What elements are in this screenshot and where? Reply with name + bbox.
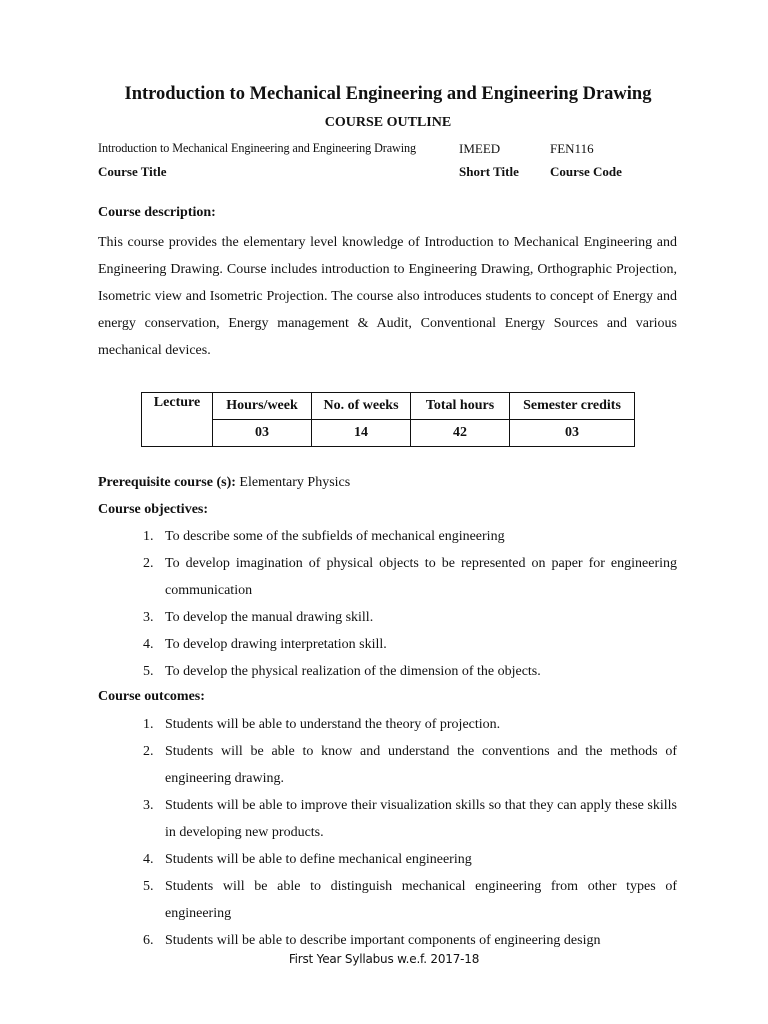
list-number: 3.: [143, 610, 154, 625]
list-item-text: To develop the manual drawing skill.: [165, 610, 374, 625]
list-item-text: Students will be able to define mechanical engineering: [165, 852, 472, 867]
list-item-text: To develop the physical realization of the dimension of the objects.: [165, 664, 541, 679]
list-number: 3.: [143, 798, 154, 813]
list-number: 5.: [143, 879, 154, 894]
short-title-label: Short Title: [459, 164, 519, 179]
course-outcomes-heading: Course outcomes:: [98, 689, 205, 704]
hours-table: [141, 392, 635, 447]
list-item: [98, 523, 677, 550]
prerequisite-line: [98, 475, 350, 491]
course-description-text: This course provides the elementary level knowledge of Introduction to Mechanical Engineering and Engineering Drawing. Course includes introduction to Engineering Drawing, Orthographic Projection, Isometric view and Isometric Projection. The course also introduces students to concept of Energy and energy conservation, Energy management & Audit, Conventional Energy Sources and various mechanical devices.: [98, 235, 677, 358]
value-semester-credits: 03: [510, 420, 635, 447]
course-code-label: Course Code: [550, 164, 622, 179]
list-item-text: Students will be able to describe important components of engineering design: [165, 933, 601, 948]
list-item: [98, 846, 677, 873]
list-number: 6.: [143, 933, 154, 948]
header-hours-week: Hours/week: [213, 393, 312, 420]
lecture-cell: Lecture: [142, 393, 213, 447]
course-title-value: Introduction to Mechanical Engineering and Engineering Drawing: [98, 141, 417, 155]
course-description-heading: Course description:: [98, 205, 216, 220]
outcomes-list: [98, 711, 677, 954]
list-item-text: To develop imagination of physical objects to be represented on paper for engineering communication: [165, 556, 677, 598]
course-code-value: FEN116: [550, 141, 594, 156]
list-item-text: Students will be able to improve their visualization skills so that they can apply these skills in developing new products.: [165, 798, 677, 840]
list-number: 2.: [143, 744, 154, 759]
course-outline-heading: COURSE OUTLINE: [324, 115, 452, 130]
list-number: 4.: [143, 852, 154, 867]
list-item-text: To describe some of the subfields of mechanical engineering: [165, 529, 505, 544]
course-info-labels: [98, 164, 678, 182]
list-item: [98, 792, 677, 846]
objectives-list: [98, 523, 677, 685]
short-title-value: IMEED: [459, 141, 501, 156]
list-number: 1.: [143, 717, 154, 732]
prerequisite-label: Prerequisite course (s):: [98, 475, 236, 490]
list-item: [98, 738, 677, 792]
value-no-of-weeks: 14: [312, 420, 411, 447]
course-title-label: Course Title: [98, 164, 167, 179]
prerequisite-value: Elementary Physics: [235, 475, 351, 490]
course-objectives-heading: Course objectives:: [98, 502, 209, 517]
list-number: 4.: [143, 637, 154, 652]
course-info-values: [98, 141, 678, 159]
list-item: [98, 873, 677, 927]
list-item-text: Students will be able to know and understand the conventions and the methods of engineering drawing.: [165, 744, 677, 786]
list-number: 5.: [143, 664, 154, 679]
value-total-hours: 42: [411, 420, 510, 447]
list-item: [98, 927, 677, 954]
list-item-text: Students will be able to understand the theory of projection.: [165, 717, 501, 732]
list-number: 1.: [143, 529, 154, 544]
hours-table-value-row: [142, 420, 635, 447]
document-title: Introduction to Mechanical Engineering and Engineering Drawing: [124, 84, 652, 104]
header-semester-credits: Semester credits: [510, 393, 635, 420]
hours-table-header-row: [142, 393, 635, 420]
list-number: 2.: [143, 556, 154, 571]
list-item: [98, 711, 677, 738]
list-item: [98, 658, 677, 685]
header-total-hours: Total hours: [411, 393, 510, 420]
header-no-of-weeks: No. of weeks: [312, 393, 411, 420]
list-item: [98, 550, 677, 604]
list-item-text: To develop drawing interpretation skill.: [165, 637, 387, 652]
value-hours-week: 03: [213, 420, 312, 447]
list-item: [98, 604, 677, 631]
list-item-text: Students will be able to distinguish mechanical engineering from other types of engineering: [165, 879, 677, 921]
page-footer: First Year Syllabus w.e.f. 2017-18: [288, 952, 480, 966]
list-item: [98, 631, 677, 658]
